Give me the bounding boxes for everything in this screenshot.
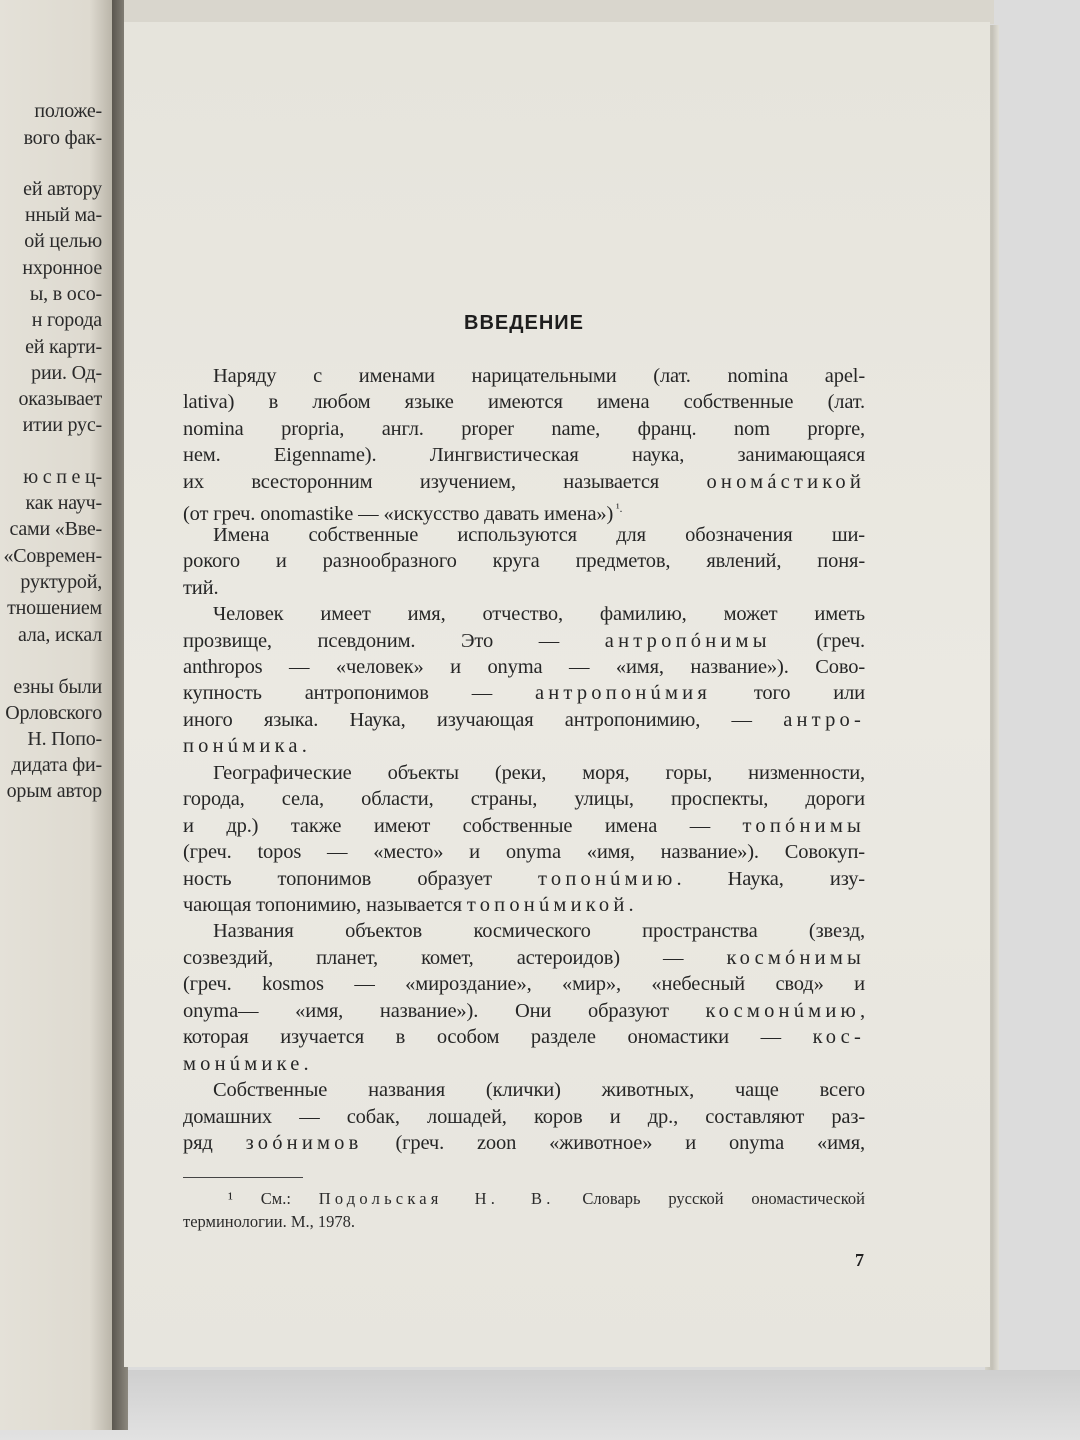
left-page-line: ей карти- [25,336,102,358]
text-segment: Наряду с именами нарицательными (лат. nomina apel- [213,365,865,387]
text-segment: которая изучается в особом разделе ономастики — [183,1026,813,1049]
text-segment: купность антропонимов — [183,682,535,705]
text-line [183,946,865,970]
left-page-line: положе- [34,100,102,122]
left-page-line: ей автору [23,178,102,200]
spaced-term: монúмике [183,1052,304,1075]
text-line [183,549,865,573]
spaced-term: антро- [783,708,865,731]
left-page-line: тношением [7,597,102,619]
text-segment: . [303,1052,309,1075]
text-segment: . Наука, изу- [676,867,865,890]
text-segment: , [860,999,865,1022]
text-line [183,999,865,1023]
text-line [183,1052,865,1076]
text-segment: созвездий, планет, комет, астероидов) — [183,946,727,969]
left-page-line: итии рус- [22,414,102,436]
spaced-term: космонúмию [705,999,861,1022]
text-segment: иного языка. Наука, изучающая антропонимию, — [183,708,784,731]
text-line [213,919,865,943]
left-page-line: н города [31,309,102,331]
text-line [183,681,865,705]
chapter-heading: ВВЕДЕНИЕ [464,312,584,334]
footnote-divider [183,1177,303,1178]
text-line [183,1131,865,1155]
left-page-line: руктурой, [20,571,102,593]
text-line [213,1078,865,1102]
left-page-line: дидата фи- [11,754,102,776]
spaced-term: антропонúмия [534,682,711,705]
spaced-term: топонúмию [538,867,677,890]
left-page-line: нный ма- [24,204,102,226]
left-page-line: сами «Вве- [9,518,102,540]
text-line [183,576,865,600]
text-segment: (греч. [770,629,865,652]
footnote-line [183,1212,865,1232]
text-line [183,893,865,917]
text-segment: и др.) также имеют собственные имена — [183,814,743,837]
left-page-line: езны были [13,676,102,698]
left-page-line: ы, в осо- [29,283,102,305]
text-segment: терминологии. М., 1978. [183,1212,356,1231]
text-segment: Человек имеет имя, отчество, фамилию, может иметь [213,603,865,626]
left-page-line: рии. Од- [31,362,102,384]
text-line [183,972,865,996]
text-segment: Словарь русской ономастической [554,1189,865,1208]
text-line [183,655,865,679]
text-segment: города, села, области, страны, улицы, проспекты, дороги [183,788,865,811]
text-segment: ¹ См.: [228,1189,319,1208]
text-segment: того или [710,682,865,705]
left-page-line: Орловского [5,702,102,724]
text-segment: . [628,894,634,916]
text-segment: Географические объекты (реки, моря, горы, низменности, [213,761,865,784]
text-segment: (греч. zoon «животное» и onyma «имя, [362,1132,865,1155]
text-line [183,787,865,811]
left-page-line: ала, искал [18,624,102,646]
text-line [183,1105,865,1129]
text-line [213,602,865,626]
spaced-term: топонúмикой [466,894,629,916]
book-cover-edge [124,0,994,24]
page-number: 7 [855,1250,864,1270]
text-line [183,1025,865,1049]
background [0,1370,1080,1440]
text-segment: нем. Eigenname). Лингвистическая наука, занимающаяся [183,444,865,467]
text-segment: onyma— «имя, название»). Они образуют [183,999,706,1022]
left-page [0,0,128,1430]
left-page-line: оказывает [18,388,102,410]
text-segment: (греч. kosmos — «мироздание», «мир», «небесный свод» и [183,973,865,996]
text-line [183,867,865,891]
left-page-line: нхронное [22,257,102,279]
text-segment: ряд [183,1132,246,1155]
text-line [183,734,865,758]
spaced-term: понúмика [183,735,302,758]
text-line [213,364,865,388]
text-line [213,761,865,785]
footnote-marker: ¹. [613,501,623,516]
text-segment: чающая топонимию, называется [183,894,467,916]
spaced-term: зоóнимов [245,1132,363,1155]
text-segment: Собственные названия (клички) животных, чаще всего [213,1079,865,1102]
text-segment: тий. [183,576,219,599]
spaced-term: ономáстикой [706,470,865,493]
text-line [183,470,865,494]
spaced-term: антропóнимы [604,629,771,652]
left-page-line: Н. Попо- [27,728,102,750]
spaced-term: топóнимы [742,814,865,837]
spaced-term: кос- [812,1026,865,1049]
text-segment: anthropos — «человек» и onyma — «имя, название»). Сово- [183,655,865,678]
text-line [183,496,865,526]
text-segment: (греч. topos — «место» и onyma «имя, название»). Совокуп- [183,841,865,864]
spaced-term: космóнимы [726,946,865,969]
text-segment: Названия объектов космического пространства (звезд, [213,920,865,943]
text-line [183,417,865,441]
text-line [213,523,865,547]
text-line [183,390,865,414]
text-segment: nomina proprіa, англ. proper name, франц. nom propre, [183,417,865,440]
left-page-line: как науч- [25,492,102,514]
text-segment: домашних — собак, лошадей, коров и др., составляют раз- [183,1105,865,1128]
footnote-line [228,1189,865,1209]
text-line [183,840,865,864]
text-segment: рокого и разнообразного круга предметов, явлений, поня- [183,550,865,573]
text-segment: Имена собственные используются для обозначения ши- [213,523,865,546]
text-segment: . [301,735,307,758]
text-line [183,629,865,653]
text-line [183,443,865,467]
left-page-line: орым автор [6,780,102,802]
left-page-line: ой целью [24,230,102,252]
text-segment: прозвище, псевдоним. Это — [183,629,605,652]
text-segment: (от греч. onomastike — «искусство давать имена») [183,503,614,526]
text-segment: lativa) в любом языке имеются имена собственные (лат. [183,391,865,414]
text-line [183,708,865,732]
text-segment: ность топонимов образует [183,867,539,890]
text-line [183,814,865,838]
text-segment: их всесторонним изучением, называется [183,470,707,493]
left-page-line: вого фак- [23,127,102,149]
left-page-line: «Современ- [3,545,102,567]
left-page-line: ю с п е ц- [23,466,102,488]
spaced-term: Подольская Н. В. [318,1189,555,1208]
